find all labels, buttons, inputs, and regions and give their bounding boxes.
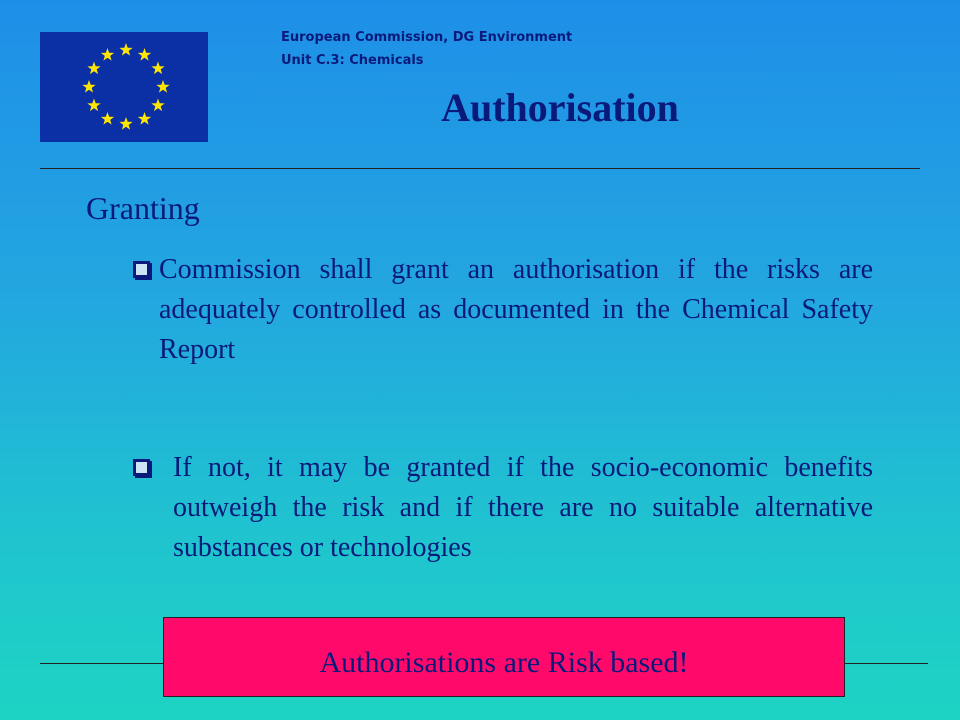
flag-star-icon [87,62,100,75]
bullet-item [133,448,873,568]
eu-flag-icon [40,32,208,142]
banner-text: Authorisations are Risk based! [319,646,689,679]
flag-star-icon [156,80,169,93]
checkbox-bullet-icon [133,261,150,278]
flag-star-icon [119,117,132,130]
checkbox-bullet-icon [133,459,150,476]
flag-star-icon [82,80,95,93]
flag-star-icon [151,62,164,75]
flag-star-icon [119,43,132,56]
flag-star-icon [101,48,114,61]
flag-star-icon [138,48,151,61]
flag-star-icon [138,112,151,125]
org-name: European Commission, DG Environment [281,30,573,45]
bullet-item [133,250,873,370]
flag-star-icon [151,99,164,112]
risk-based-banner [163,617,845,697]
eu-flag-stars [40,32,208,142]
flag-star-icon [87,99,100,112]
slide-title: Authorisation [441,85,679,130]
title-divider [40,168,920,169]
flag-star-icon [101,112,114,125]
bullet-text: Commission shall grant an authorisation if the risks are adequately controlled as documented in the Chemical Safety Report [159,254,873,365]
section-heading: Granting [86,190,200,226]
bullet-text: If not, it may be granted if the socio-economic benefits outweigh the risk and if there are no suitable alternative substances or technologies [173,452,873,563]
org-unit: Unit C.3: Chemicals [281,53,424,68]
